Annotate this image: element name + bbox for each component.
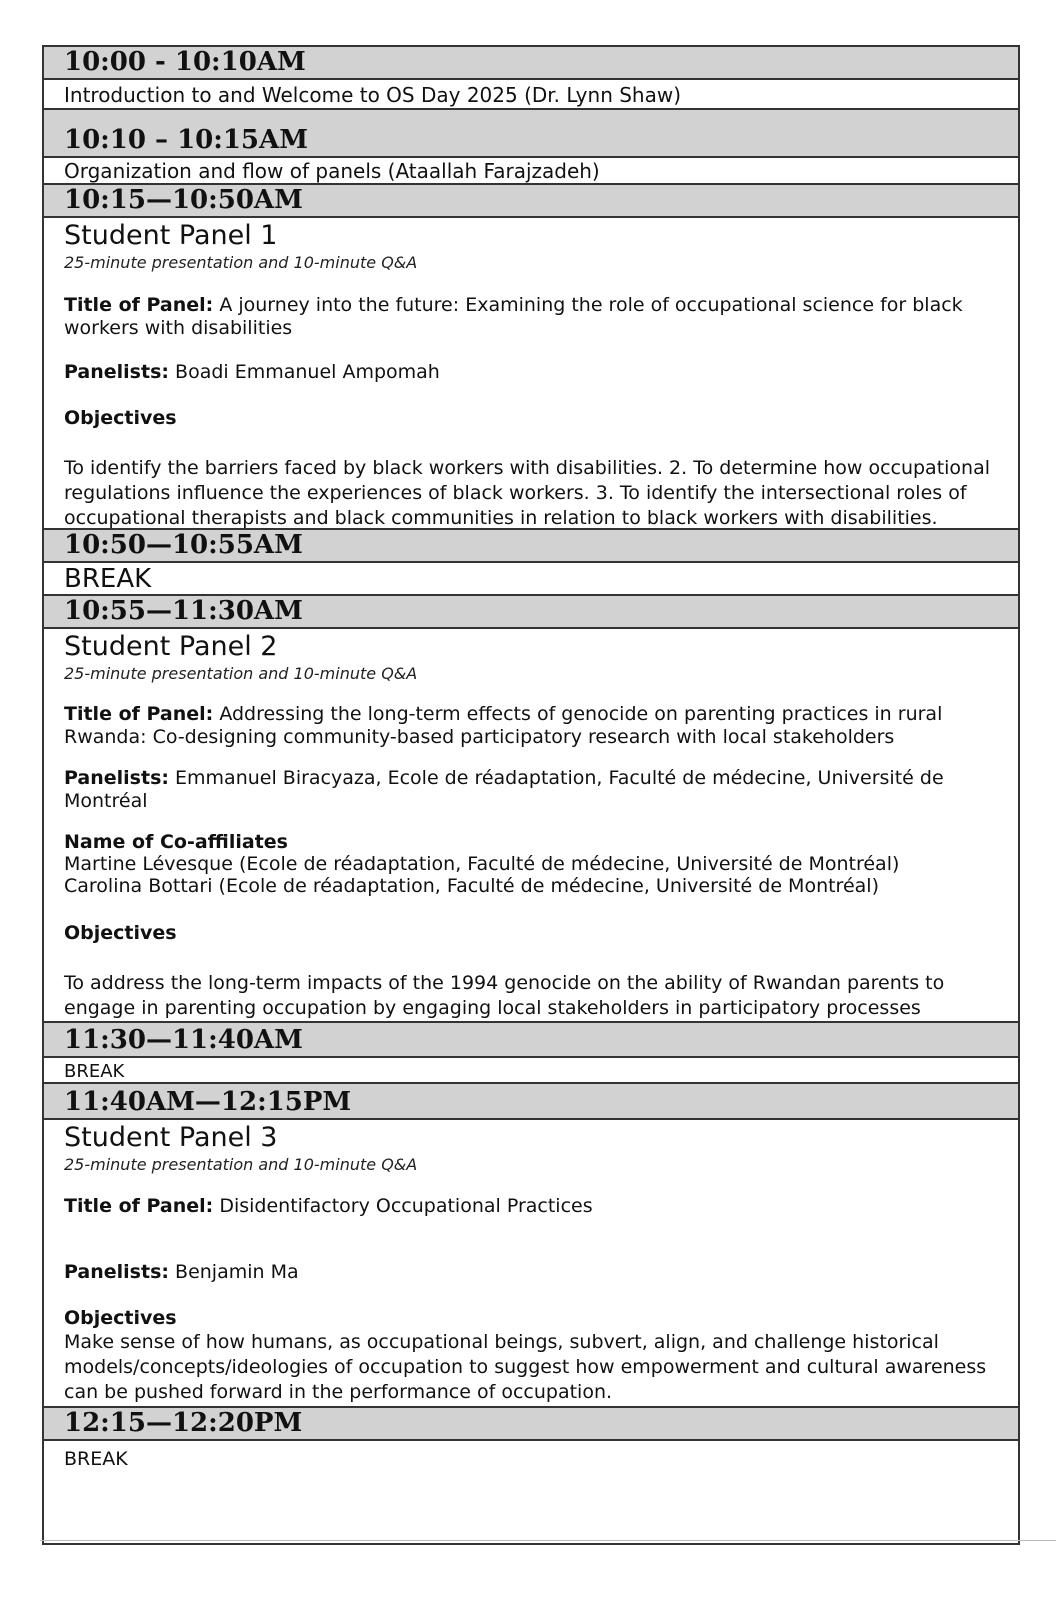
objectives-text: Make sense of how humans, as occupational beings, subvert, align, and challenge historical models/concepts/ideologies of occupation to suggest how empowerment and cultural awareness can be pushed forward in the performance of occupation. <box>64 1331 987 1403</box>
time-slot-1000 <box>44 47 1018 80</box>
title-label: Title of Panel: <box>64 703 214 725</box>
panel-title-text: A journey into the future: Examining the role of occupational science for black workers with disabilities <box>64 294 963 339</box>
session-break-2 <box>44 1058 1018 1084</box>
title-label: Title of Panel: <box>64 294 214 316</box>
panel-title-line <box>64 703 998 749</box>
schedule-table <box>42 45 1020 1545</box>
time-label: 10:00 - 10:10AM <box>64 47 306 77</box>
panelists-text: Boadi Emmanuel Ampomah <box>175 361 440 383</box>
time-slot-1130 <box>44 1023 1018 1058</box>
panel-title-text: Addressing the long-term effects of genocide on parenting practices in rural Rwanda: Co-designing community-based participatory research with local stakeholders <box>64 703 943 748</box>
panel-heading: Student Panel 2 <box>64 631 278 662</box>
panel-title-line <box>64 294 998 340</box>
time-label: 10:50—10:55AM <box>64 530 303 560</box>
panelists-line: Panelists: Emmanuel Biracyaza, Ecole de réadaptation, Faculté de médecine, Université de Montréal <box>64 767 944 812</box>
panel-title-line <box>64 1194 998 1218</box>
time-label: 11:40AM—12:15PM <box>64 1087 352 1117</box>
objectives-label: Objectives <box>64 407 177 429</box>
time-label: 12:15—12:20PM <box>64 1408 303 1438</box>
time-slot-1050 <box>44 530 1018 563</box>
coaffiliate-1: Martine Lévesque (Ecole de réadaptation, Faculté de médecine, Université de Montréal) <box>64 853 900 875</box>
objectives-text: To identify the barriers faced by black workers with disabilities. 2. To determine how occupational regulations influence the experiences of black workers. 3. To identify the intersectional roles of occupational therapists and black communities in relation to black workers with disabilities. <box>64 457 991 529</box>
coaffiliates-label: Name of Co-affiliates <box>64 831 288 853</box>
panelists-text: Emmanuel Biracyaza, Ecole de réadaptation, Faculté de médecine, Université de Montréal <box>64 767 944 812</box>
page-bottom-rule <box>40 1540 1056 1541</box>
time-slot-1010 <box>44 110 1018 158</box>
panel-title-text: Disidentifactory Occupational Practices <box>219 1195 593 1217</box>
panel-heading: Student Panel 1 <box>64 220 278 251</box>
time-label: 10:15—10:50AM <box>64 185 303 215</box>
panelists-line: Panelists: Benjamin Ma <box>64 1261 299 1283</box>
break-text: BREAK <box>64 564 152 594</box>
panelists-label: Panelists <box>64 361 162 383</box>
panelists-text: Benjamin Ma <box>175 1261 299 1283</box>
student-panel-3 <box>44 1120 1018 1408</box>
time-slot-1015 <box>44 185 1018 218</box>
student-panel-1 <box>44 218 1018 530</box>
session-text: Organization and flow of panels (Ataallah Farajzadeh) <box>64 159 600 183</box>
session-organization <box>44 158 1018 185</box>
time-slot-1140 <box>44 1084 1018 1120</box>
panel-format: 25-minute presentation and 10-minute Q&A <box>64 1155 418 1174</box>
break-text: BREAK <box>64 1061 125 1082</box>
time-label: 11:30—11:40AM <box>64 1025 303 1055</box>
time-slot-1055 <box>44 596 1018 629</box>
session-break-3 <box>44 1441 1018 1545</box>
time-label: 10:10 – 10:15AM <box>64 125 308 155</box>
objectives-label: Objectives <box>64 1307 177 1329</box>
panel-format: 25-minute presentation and 10-minute Q&A <box>64 664 418 683</box>
panelists-line: Panelists: Boadi Emmanuel Ampomah <box>64 361 440 383</box>
objectives-label: Objectives <box>64 922 177 944</box>
time-label: 10:55—11:30AM <box>64 596 303 626</box>
panel-format: 25-minute presentation and 10-minute Q&A <box>64 253 418 272</box>
session-text: Introduction to and Welcome to OS Day 2025 (Dr. Lynn Shaw) <box>64 83 682 107</box>
panelists-label: Panelists <box>64 1261 162 1283</box>
objectives-text: To address the long-term impacts of the 1994 genocide on the ability of Rwandan parents to engage in parenting occupation by engaging local stakeholders in participatory processes <box>64 972 945 1019</box>
title-label: Title of Panel: <box>64 1195 214 1217</box>
panelists-label: Panelists <box>64 767 162 789</box>
break-text: BREAK <box>64 1448 128 1470</box>
session-break-1 <box>44 563 1018 596</box>
time-slot-1215 <box>44 1408 1018 1441</box>
student-panel-2 <box>44 629 1018 1023</box>
coaffiliate-2: Carolina Bottari (Ecole de réadaptation, Faculté de médecine, Université de Montréal) <box>64 875 879 897</box>
panel-heading: Student Panel 3 <box>64 1122 278 1153</box>
session-intro-welcome <box>44 80 1018 110</box>
